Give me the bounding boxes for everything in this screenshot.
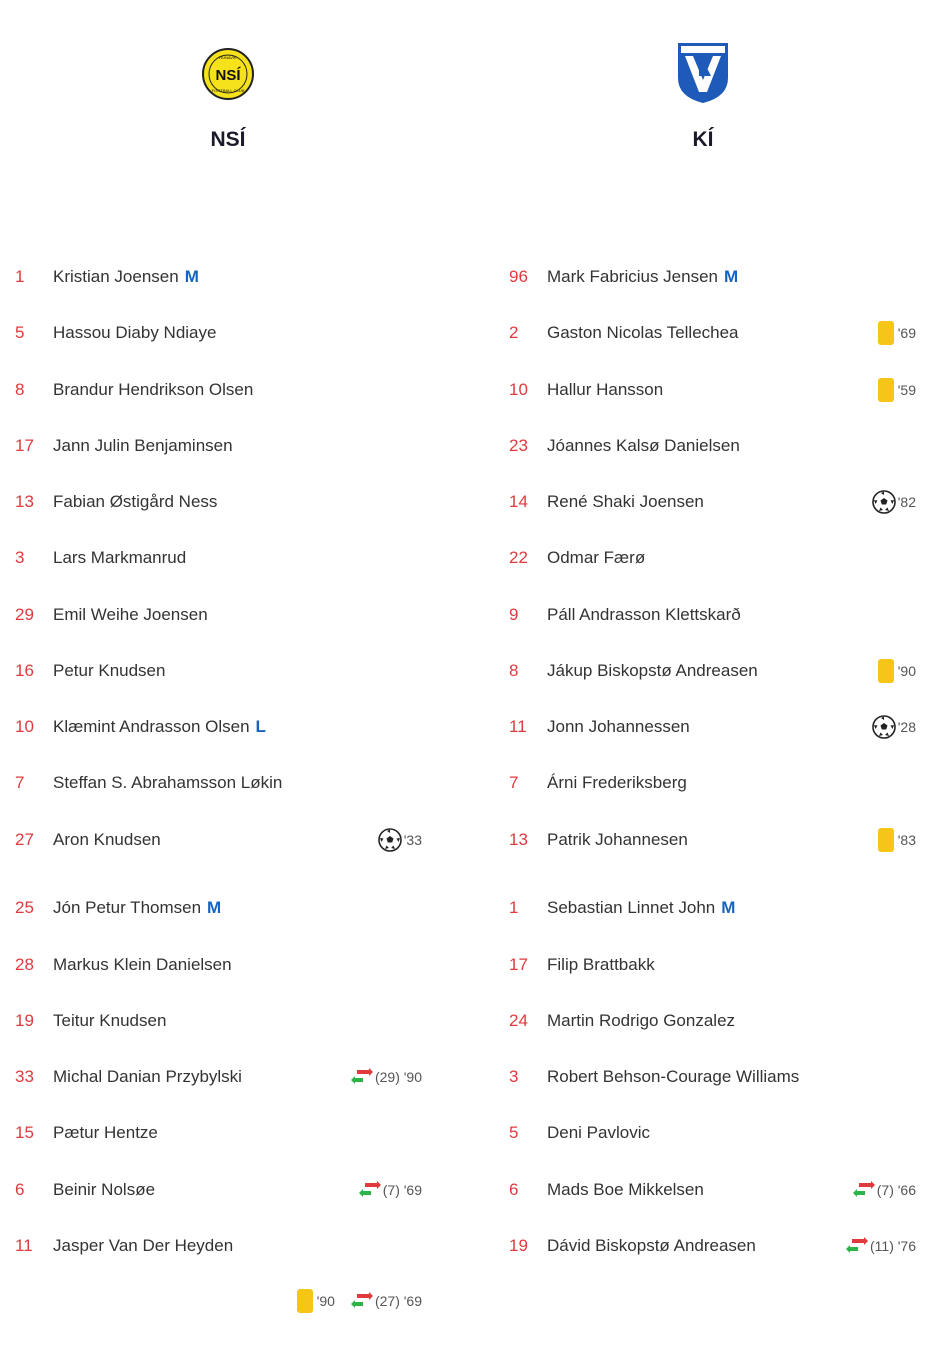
player-number: 27 [15, 830, 34, 849]
player-name[interactable]: Steffan S. Abrahamsson Løkin [53, 773, 283, 792]
player-role-badge: M [207, 898, 222, 917]
player-number: 11 [15, 1236, 33, 1255]
player-number: 19 [15, 1011, 34, 1030]
event-minute: (29) '90 [374, 1069, 422, 1085]
player-events [349, 1065, 422, 1089]
player-events [844, 1234, 916, 1258]
player-name[interactable]: Hassou Diaby Ndiaye [53, 323, 217, 342]
player-row[interactable] [15, 1178, 155, 1202]
player-name[interactable]: Jóannes Kalsø Danielsen [547, 436, 740, 455]
player-number: 10 [509, 380, 528, 399]
player-row[interactable] [509, 1009, 735, 1033]
player-row[interactable] [509, 546, 645, 570]
player-name[interactable]: Teitur Knudsen [53, 1011, 167, 1030]
away-team-header[interactable] [603, 40, 803, 152]
player-number: 15 [15, 1123, 34, 1142]
player-name[interactable]: Markus Klein Danielsen [53, 955, 232, 974]
player-row[interactable] [509, 715, 690, 739]
football-icon [378, 828, 402, 852]
player-name[interactable]: Petur Knudsen [53, 661, 166, 680]
player-number: 7 [15, 773, 25, 792]
event-minute: '69 [897, 325, 916, 341]
player-role-badge: L [255, 717, 266, 736]
player-number: 9 [509, 605, 519, 624]
player-number: 10 [15, 717, 34, 736]
player-row[interactable] [509, 1178, 704, 1202]
player-name[interactable]: Jón Petur Thomsen [53, 898, 202, 917]
player-name[interactable]: Aron Knudsen [53, 830, 161, 849]
player-number: 17 [509, 955, 528, 974]
substitution-icon [851, 1181, 875, 1199]
yellow-card-event [297, 1289, 335, 1313]
player-number: 19 [509, 1236, 528, 1255]
substitution-event [349, 1068, 422, 1086]
player-name[interactable]: Filip Brattbakk [547, 955, 655, 974]
player-name[interactable]: Michal Danian Przybylski [53, 1067, 242, 1086]
event-minute: '90 [897, 663, 916, 679]
player-row[interactable] [509, 490, 704, 514]
player-events [878, 828, 916, 852]
player-row[interactable] [15, 490, 217, 514]
player-name[interactable]: Beinir Nolsøe [53, 1180, 156, 1199]
player-number: 24 [509, 1011, 528, 1030]
player-name[interactable]: Sebastian Linnet John [547, 898, 716, 917]
player-events [851, 1178, 916, 1202]
player-row[interactable] [509, 378, 663, 402]
player-name[interactable]: Jonn Johannessen [547, 717, 690, 736]
player-number: 3 [509, 1067, 519, 1086]
player-name[interactable]: Jasper Van Der Heyden [53, 1236, 234, 1255]
player-name[interactable]: Jann Julin Benjaminsen [53, 436, 233, 455]
away-team-name: KÍ [692, 128, 714, 151]
player-row[interactable] [15, 265, 199, 289]
substitution-event [357, 1181, 422, 1199]
player-number: 11 [509, 717, 527, 736]
logo-text: RUNAVÍK [219, 55, 237, 60]
substitution-event [844, 1237, 916, 1255]
player-name[interactable]: Gaston Nicolas Tellechea [547, 323, 739, 342]
event-minute: '83 [897, 832, 916, 848]
player-row[interactable] [15, 434, 233, 458]
player-row[interactable] [15, 1234, 233, 1258]
player-name[interactable]: Dávid Biskopstø Andreasen [547, 1236, 756, 1255]
football-icon [872, 715, 896, 739]
player-events [878, 378, 916, 402]
player-events [872, 490, 916, 514]
player-row[interactable] [509, 896, 735, 920]
player-number: 8 [15, 380, 25, 399]
player-row[interactable] [509, 659, 758, 683]
event-minute: (11) '76 [870, 1238, 916, 1254]
player-name[interactable]: Klæmint Andrasson Olsen [53, 717, 250, 736]
player-name[interactable]: René Shaki Joensen [547, 492, 704, 511]
player-row[interactable] [509, 1121, 650, 1145]
player-events [872, 715, 916, 739]
substitution-icon [349, 1068, 373, 1086]
yellow-card-icon [878, 321, 894, 345]
player-name[interactable]: Emil Weihe Joensen [53, 605, 208, 624]
player-row[interactable] [15, 953, 232, 977]
football-icon [872, 490, 896, 514]
substitution-event [349, 1292, 422, 1310]
player-number: 5 [509, 1123, 519, 1142]
player-number: 28 [15, 955, 34, 974]
player-name[interactable]: Martin Rodrigo Gonzalez [547, 1011, 736, 1030]
goal-event [872, 715, 916, 739]
player-row[interactable] [15, 1065, 242, 1089]
player-name[interactable]: Robert Behson-Courage Williams [547, 1067, 800, 1086]
player-number: 13 [15, 492, 34, 511]
player-row[interactable] [509, 265, 738, 289]
player-row[interactable] [15, 771, 282, 795]
player-row[interactable] [509, 953, 655, 977]
event-minute: '82 [897, 494, 916, 510]
player-row[interactable] [15, 546, 186, 570]
yellow-card-event [878, 828, 916, 852]
player-row[interactable] [15, 659, 165, 683]
player-name[interactable]: Mads Boe Mikkelsen [547, 1180, 704, 1199]
player-name[interactable]: Hallur Hansson [547, 380, 664, 399]
player-row[interactable] [15, 896, 221, 920]
player-row[interactable] [509, 1065, 799, 1089]
player-number: 6 [15, 1180, 25, 1199]
player-row[interactable] [509, 1234, 756, 1258]
player-events [357, 1178, 422, 1202]
event-minute: '28 [897, 719, 916, 735]
nsi-crest-icon [200, 40, 256, 104]
player-number: 1 [509, 898, 519, 917]
player-number: 16 [15, 661, 34, 680]
player-row[interactable] [509, 603, 741, 627]
player-row[interactable] [15, 1121, 158, 1145]
player-role-badge: M [721, 898, 736, 917]
player-name[interactable]: Mark Fabricius Jensen [547, 267, 719, 286]
player-name[interactable]: Pætur Hentze [53, 1123, 158, 1142]
player-name[interactable]: Deni Pavlovic [547, 1123, 650, 1142]
home-team-name: NSÍ [210, 128, 246, 151]
player-number: 17 [15, 436, 34, 455]
player-row[interactable] [15, 1009, 166, 1033]
yellow-card-icon [878, 659, 894, 683]
substitution-icon [349, 1292, 373, 1310]
player-role-badge: M [724, 267, 739, 286]
goal-event [378, 828, 422, 852]
player-number: 5 [15, 323, 25, 342]
substitution-event [851, 1181, 916, 1199]
player-number: 7 [509, 773, 519, 792]
player-name[interactable]: Patrik Johannesen [547, 830, 688, 849]
player-number: 1 [15, 267, 25, 286]
player-events [378, 828, 422, 852]
player-name[interactable]: Brandur Hendrikson Olsen [53, 380, 254, 399]
player-row[interactable] [15, 321, 216, 345]
player-number: 33 [15, 1067, 34, 1086]
yellow-card-event [878, 659, 916, 683]
player-row[interactable] [509, 434, 740, 458]
player-number: 13 [509, 830, 528, 849]
event-minute: (27) '69 [374, 1293, 422, 1309]
event-minute: '59 [897, 382, 916, 398]
player-number: 6 [509, 1180, 519, 1199]
logo-text: FOOTBALL CLUB [211, 88, 245, 93]
player-number: 23 [509, 436, 528, 455]
substitution-icon [844, 1237, 868, 1255]
player-number: 29 [15, 605, 34, 624]
home-team-header[interactable] [128, 40, 328, 152]
player-row[interactable] [509, 771, 687, 795]
event-minute: (7) '66 [876, 1182, 916, 1198]
yellow-card-event [878, 378, 916, 402]
yellow-card-icon [878, 378, 894, 402]
player-name[interactable]: Jákup Biskopstø Andreasen [547, 661, 758, 680]
ki-crest-icon [675, 40, 731, 104]
player-row[interactable] [15, 715, 266, 739]
player-name[interactable]: Páll Andrasson Klettskarð [547, 605, 741, 624]
player-name[interactable]: Lars Markmanrud [53, 548, 187, 567]
player-number: 14 [509, 492, 528, 511]
event-minute: '33 [403, 832, 422, 848]
player-name[interactable]: Fabian Østigård Ness [53, 492, 218, 511]
player-number: 3 [15, 548, 25, 567]
player-number: 96 [509, 267, 528, 286]
substitution-icon [357, 1181, 381, 1199]
player-events [878, 659, 916, 683]
player-events [878, 321, 916, 345]
player-name[interactable]: Kristian Joensen [53, 267, 179, 286]
event-minute: '90 [316, 1293, 335, 1309]
player-number: 22 [509, 548, 528, 567]
player-row[interactable] [15, 603, 208, 627]
player-number: 8 [509, 661, 519, 680]
player-number: 2 [509, 323, 519, 342]
goal-event [872, 490, 916, 514]
player-events [297, 1289, 422, 1313]
player-row[interactable] [15, 828, 161, 852]
yellow-card-icon [878, 828, 894, 852]
player-name[interactable]: Árni Frederiksberg [547, 773, 687, 792]
yellow-card-event [878, 321, 916, 345]
event-minute: (7) '69 [382, 1182, 422, 1198]
player-row[interactable] [15, 378, 253, 402]
logo-text: NSÍ [215, 67, 241, 84]
player-name[interactable]: Odmar Færø [547, 548, 646, 567]
player-number: 25 [15, 898, 34, 917]
player-role-badge: M [184, 267, 199, 286]
player-row[interactable] [509, 321, 739, 345]
player-row[interactable] [509, 828, 688, 852]
yellow-card-icon [297, 1289, 313, 1313]
